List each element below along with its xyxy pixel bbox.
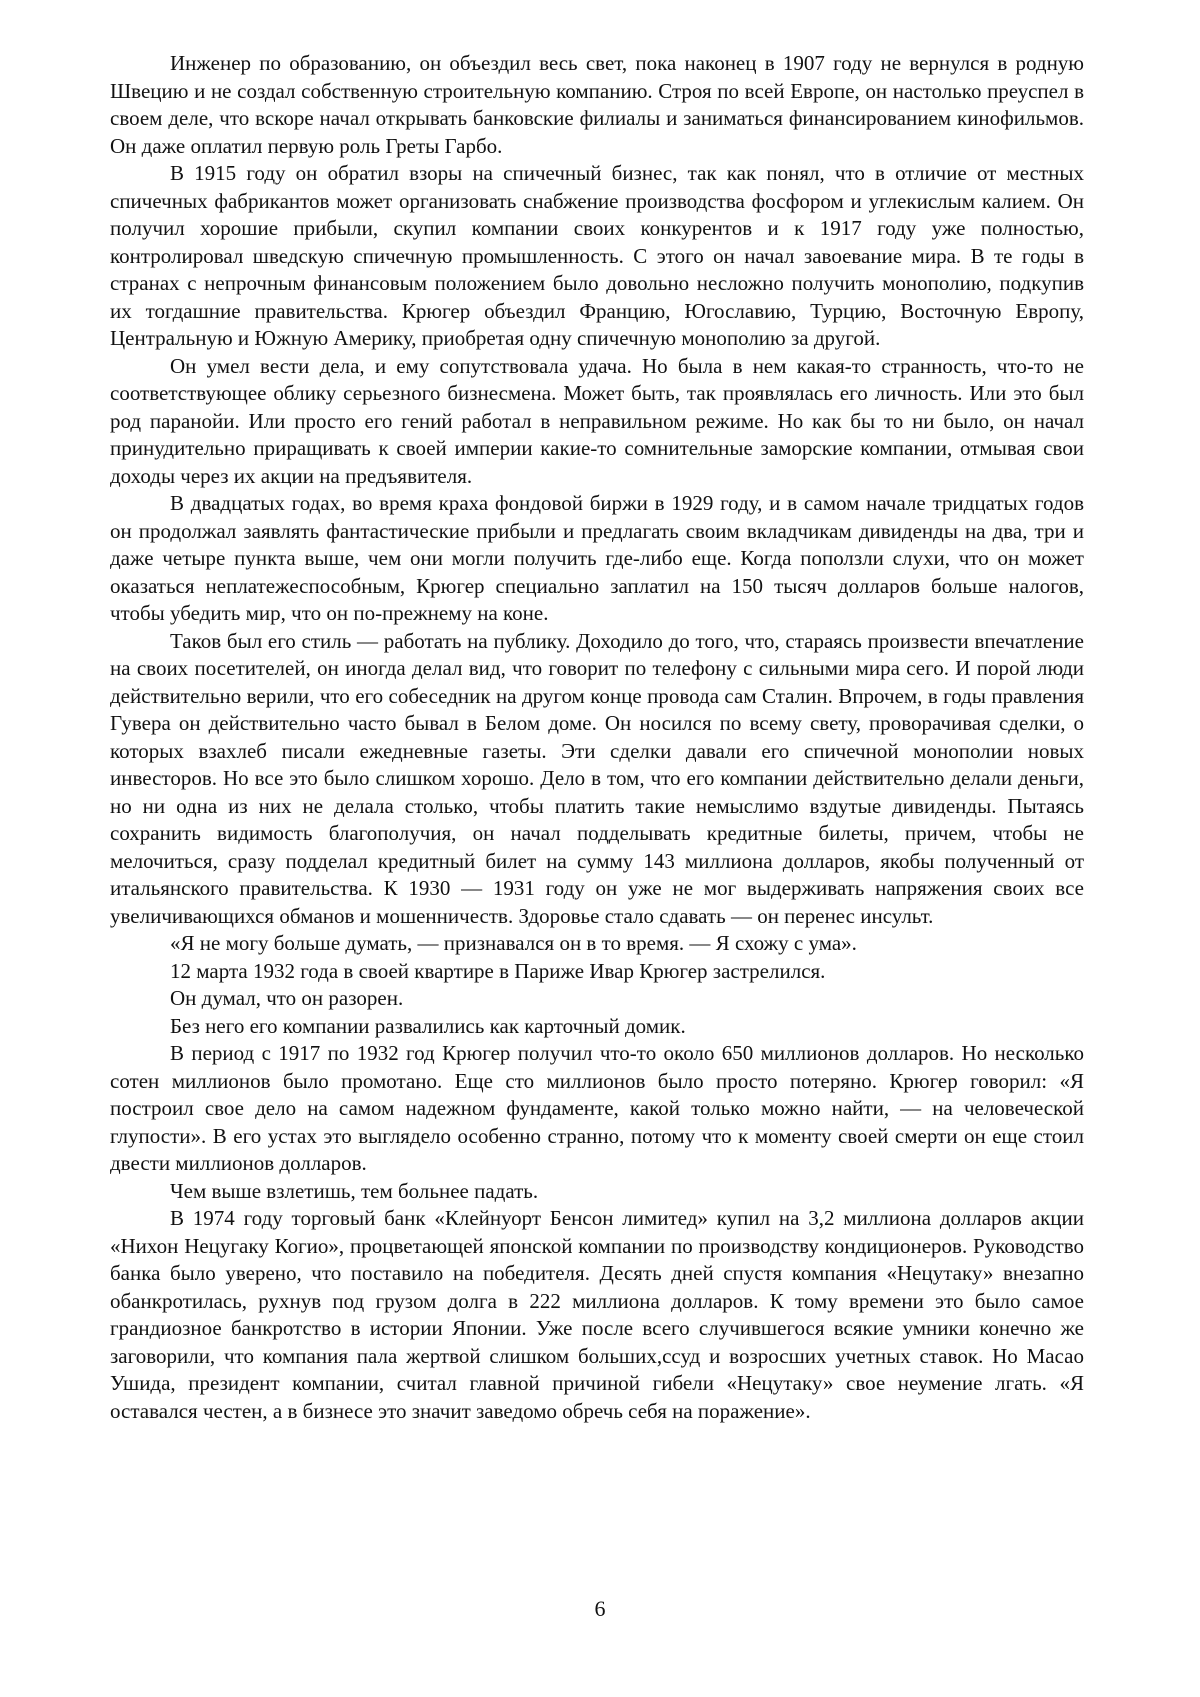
paragraph: В период с 1917 по 1932 год Крюгер получил что-то около 650 миллионов долларов. Но несколько сотен миллионов было промотано. Еще сто миллионов было просто потеряно. Крюгер говорил: «Я построил свое дело на самом надежном фундаменте, какой только можно найти, — на человеческой глупости». В его устах это выглядело особенно странно, потому что к моменту своей смерти он еще стоил двести миллионов долларов. (110, 1041, 1084, 1175)
paragraph: Он умел вести дела, и ему сопутствовала удача. Но была в нем какая-то странность, что-то не соответствующее облику серьезного бизнесмена. Может быть, так проявлялась его личность. Или это был род паранойи. Или просто его гений работал в неправильном режиме. Но как бы то ни было, он начал принудительно приращивать к своей империи какие-то сомнительные заморские компании, отмывая свои доходы через их акции на предъявителя. (110, 353, 1084, 488)
page-number: 6 (594, 1596, 606, 1621)
paragraph: Инженер по образованию, он объездил весь свет, пока наконец в 1907 году не вернулся в родную Швецию и не создал собственную строительную компанию. Строя по всей Европе, он настолько преуспел в своем деле, что вскоре начал открывать банковские филиалы и заниматься финансированием кинофильмов. Он даже оплатил первую роль Греты Гарбо. (110, 51, 1084, 158)
page-body (110, 50, 1084, 1425)
paragraph: В двадцатых годах, во время краха фондовой биржи в 1929 году, и в самом начале тридцатых годов он продолжал заявлять фантастические прибыли и предлагать своим вкладчикам дивиденды на два, три и даже четыре пункта выше, чем они могли получить где-либо еще. Когда поползли слухи, что он может оказаться неплатежеспособным, Крюгер специально заплатил на 150 тысяч долларов больше налогов, чтобы убедить мир, что он по-прежнему на коне. (110, 491, 1084, 625)
paragraph: «Я не могу больше думать, — признавался он в то время. — Я схожу с ума». (170, 931, 857, 955)
paragraph: В 1915 году он обратил взоры на спичечный бизнес, так как понял, что в отличие от местных спичечных фабрикантов может организовать снабжение производства фосфором и углекислым калием. Он получил хорошие прибыли, скупил компании своих конкурентов и к 1917 году уже полностью, контролировал шведскую спичечную промышленность. С этого он начал завоевание мира. В те годы в странах с непрочным финансовым положением было довольно несложно получить монополию, подкупив их тогдашние правительства. Крюгер объездил Францию, Югославию, Турцию, Восточную Европу, Центральную и Южную Америку, приобретая одну спичечную монополию за другой. (110, 161, 1084, 350)
paragraph: Он думал, что он разорен. (170, 986, 404, 1010)
paragraph: Без него его компании развалились как карточный домик. (170, 1013, 686, 1038)
paragraph: В 1974 году торговый банк «Клейнуорт Бенсон лимитед» купил на 3,2 миллиона долларов акции «Нихон Нецугаку Когио», процветающей японской компании по производству кондиционеров. Руководство банка было уверено, что поставило на победителя. Десять дней спустя компания «Нецутаку» внезапно обанкротилась, рухнув под грузом долга в 222 миллиона долларов. К тому времени это было самое грандиозное банкротство в истории Японии. Уже после всего случившегося всякие умники конечно же заговорили, что компания пала жертвой слишком больших,ссуд и возросших учетных ставок. Но Масао Ушида, президент компании, считал главной причиной гибели «Нецутаку» свое неумение лгать. «Я оставался честен, а в бизнесе это значит заведомо обречь себя на поражение». (110, 1206, 1084, 1423)
paragraph: Таков был его стиль — работать на публику. Доходило до того, что, стараясь произвести впечатление на своих посетителей, он иногда делал вид, что говорит по телефону с сильными мира сего. И порой люди действительно верили, что его собеседник на другом конце провода сам Сталин. Впрочем, в годы правления Гувера он действительно часто бывал в Белом доме. Он носился по всему свету, проворачивая сделки, о которых взахлеб писали ежедневные газеты. Эти сделки давали его спичечной монополии новых инвесторов. Но все это было слишком хорошо. Дело в том, что его компании действительно делали деньги, но ни одна из них не делала столько, чтобы платить такие немыслимо вздутые дивиденды. Пытаясь сохранить видимость благополучия, он начал подделывать кредитные билеты, причем, чтобы не мелочиться, сразу подделал кредитный билет на сумму 143 миллиона долларов, якобы полученный от итальянского правительства. К 1930 — 1931 году он уже не мог выдерживать напряжения своих все увеличивающихся обманов и мошенничеств. Здоровье стало сдавать — он перенес инсульт. (110, 628, 1084, 928)
paragraph: 12 марта 1932 года в своей квартире в Париже Ивар Крюгер застрелился. (170, 958, 826, 983)
paragraph: Чем выше взлетишь, тем больнее падать. (170, 1178, 539, 1203)
